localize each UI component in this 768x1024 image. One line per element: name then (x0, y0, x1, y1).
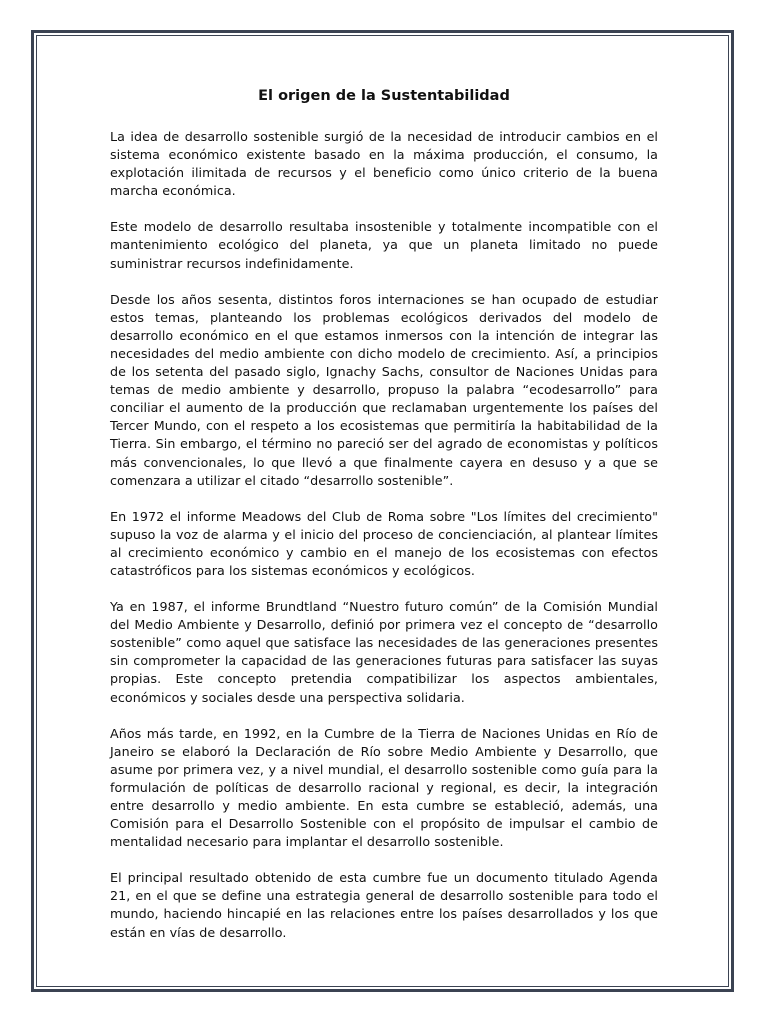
paragraph-meadows-1972: En 1972 el informe Meadows del Club de Roma sobre "Los límites del crecimiento" supuso la voz de alarma y el inicio del proceso de concienciación, al plantear límites al crecimiento económico y cambio en el manejo de los ecosistemas con efectos catastróficos para los sistemas económicos y ecológicos. (110, 508, 658, 578)
paragraph-unsustainable-model: Este modelo de desarrollo resultaba insostenible y totalmente incompatible con el mantenimiento ecológico del planeta, ya que un planeta limitado no puede suministrar recursos indefinidamente. (110, 219, 658, 271)
document-title: El origen de la Sustentabilidad (258, 88, 510, 104)
paragraph-brundtland-1987: Ya en 1987, el informe Brundtland “Nuestro futuro común” de la Comisión Mundial del Medio Ambiente y Desarrollo, definió por primera vez el concepto de “desarrollo sostenible” como aquel que satisface las necesidades de las generaciones presentes sin comprometer la capacidad de las generaciones futuras para satisfacer las suyas propias. Este concepto pretendia compatibilizar los aspectos ambientales, económicos y sociales desde una perspectiva solidaria. (110, 599, 658, 705)
paragraph-intro: La idea de desarrollo sostenible surgió de la necesidad de introducir cambios en el sistema económico existente basado en la máxima producción, el consumo, la explotación ilimitada de recursos y el beneficio como único criterio de la buena marcha económica. (110, 129, 658, 199)
paragraph-rio-1992: Años más tarde, en 1992, en la Cumbre de la Tierra de Naciones Unidas en Río de Janeiro se elaboró la Declaración de Río sobre Medio Ambiente y Desarrollo, que asume por primera vez, y a nivel mundial, el desarrollo sostenible como guía para la formulación de políticas de desarrollo racional y regional, es decir, la integración entre desarrollo y medio ambiente. En esta cumbre se estableció, además, una Comisión para el Desarrollo Sostenible con el propósito de impulsar el cambio de mentalidad necesario para implantar el desarrollo sostenible. (110, 725, 658, 850)
paragraph-sixties-ecodesarrollo: Desde los años sesenta, distintos foros internaciones se han ocupado de estudiar estos temas, planteando los problemas ecológicos derivados del modelo de desarrollo económico en el que estamos inmersos con la intención de integrar las necesidades del medio ambiente con dicho modelo de crecimiento. Así, a principios de los setenta del pasado siglo, Ignachy Sachs, consultor de Naciones Unidas para temas de medio ambiente y desarrollo, propuso la palabra “ecodesarrollo” para conciliar el aumento de la producción que reclamaban urgentemente los países del Tercer Mundo, con el respeto a los ecosistemas que permitiría la habitabilidad de la Tierra. Sin embargo, el término no pareció ser del agrado de economistas y políticos más convencionales, lo que llevó a que finalmente cayera en desuso y a que se comenzara a utilizar el citado “desarrollo sostenible”. (110, 291, 658, 488)
document-body (110, 86, 658, 960)
paragraph-agenda-21: El principal resultado obtenido de esta cumbre fue un documento titulado Agenda 21, en el que se define una estrategia general de desarrollo sostenible para todo el mundo, haciendo hincapié en las relaciones entre los países desarrollados y los que están en vías de desarrollo. (110, 870, 658, 940)
